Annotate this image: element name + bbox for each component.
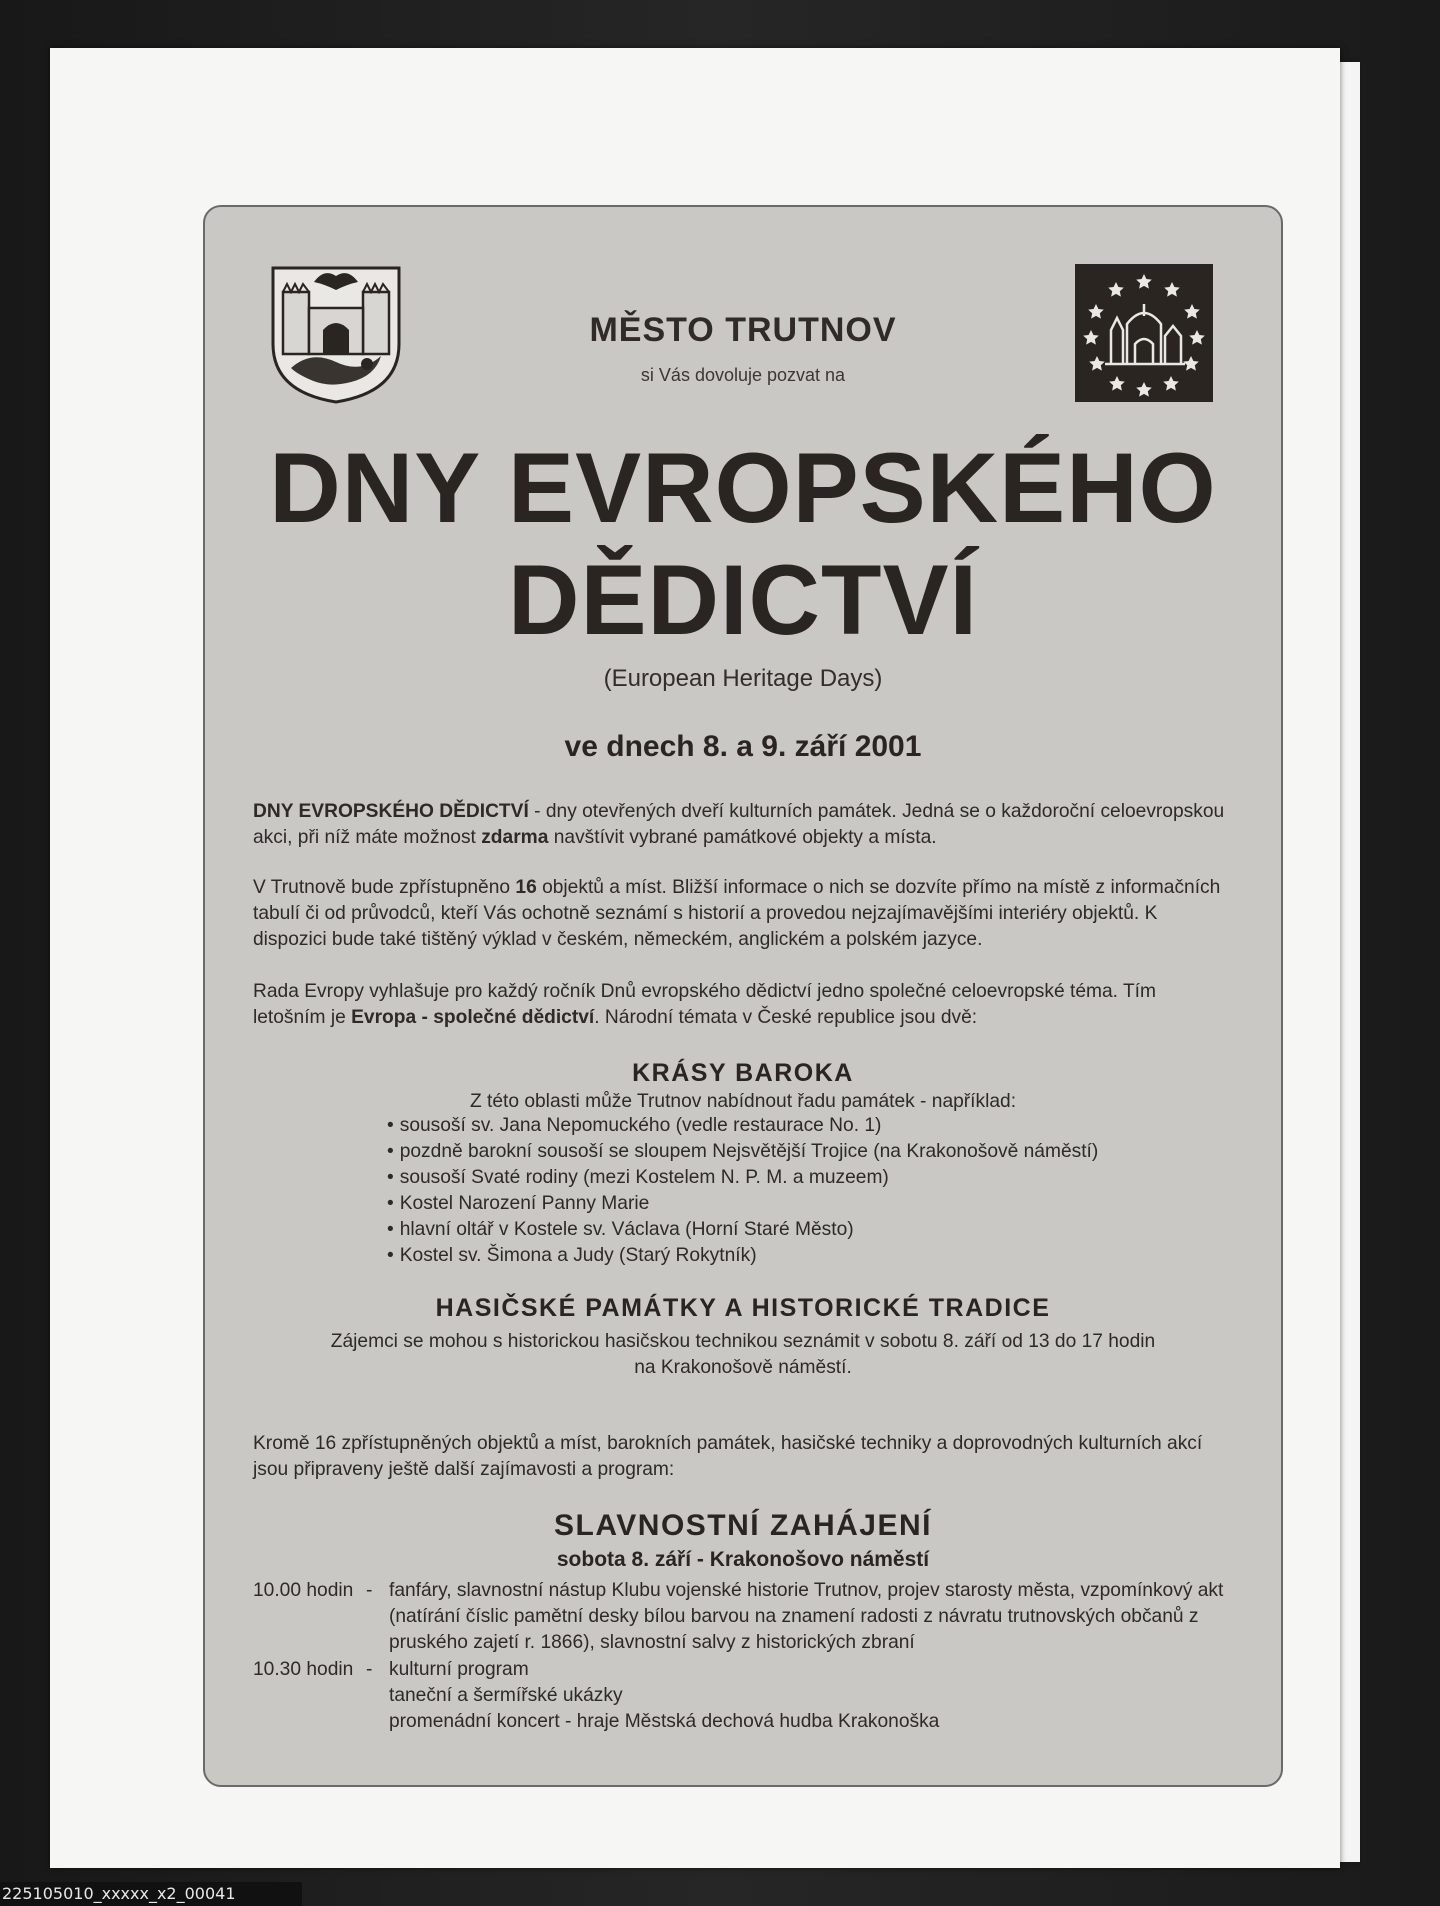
- baroque-lead: Z této oblasti může Trutnov nabídnout řadu památek - například:: [469, 1091, 1017, 1112]
- p3-text-b: . Národní témata v České republice jsou dvě:: [594, 1007, 978, 1028]
- list-item: • pozdně barokní sousoší se sloupem Nejsvětější Trojice (na Krakonošově náměstí): [387, 1139, 1098, 1165]
- p2-text-a: V Trutnově bude zpřístupněno: [253, 877, 516, 898]
- scan-caption: 225105010_xxxxx_x2_00041: [0, 1882, 302, 1906]
- page-title: [205, 432, 1281, 656]
- baroque-section-title: KRÁSY BAROKA: [632, 1059, 854, 1087]
- p2-text-b: objektů a míst. Bližší informace o nich se dozvíte přímo na místě z informačních tabulí či od průvodců, kteří Vás ochotně seznámí s historií a provedou nejzajímavějšími interiéry objektů. K dispozici bude také tištěný výklad v českém, německém, anglickém a polském jazyce.: [253, 877, 1221, 950]
- title-line-2: DĚDICTVÍ: [507, 544, 979, 655]
- paper-sheet: [50, 48, 1340, 1868]
- schedule-time: 10.30 hodin: [253, 1659, 354, 1680]
- extra-program-paragraph: Kromě 16 zpřístupněných objektů a míst, barokních památek, hasičské techniky a doprovodných kulturních akcí jsou připraveny ještě další zajímavosti a program:: [253, 1433, 1203, 1480]
- list-item: • sousoší sv. Jana Nepomuckého (vedle restaurace No. 1): [387, 1113, 1098, 1139]
- list-item: • hlavní oltář v Kostele sv. Václava (Horní Staré Město): [387, 1217, 1098, 1243]
- objects-count: 16: [515, 877, 537, 898]
- invitation-line: si Vás dovoluje pozvat na: [640, 365, 846, 385]
- intro-bold-name: DNY EVROPSKÉHO DĚDICTVÍ: [253, 801, 529, 822]
- title-line-1: DNY EVROPSKÉHO: [269, 432, 1217, 543]
- firefighters-line-1: Zájemci se mohou s historickou hasičskou technikou seznámit v sobotu 8. září od 13 do 17 hodin: [330, 1331, 1156, 1352]
- p3-text-a: Rada Evropy vyhlašuje pro každý ročník Dnů evropského dědictví jedno společné celoevropské téma. Tím letošním je: [253, 981, 1156, 1028]
- opening-subtitle: sobota 8. září - Krakonošovo náměstí: [556, 1548, 930, 1571]
- organizer-name: MĚSTO TRUTNOV: [589, 311, 897, 349]
- firefighters-section-title: HASIČSKÉ PAMÁTKY A HISTORICKÉ TRADICE: [435, 1294, 1051, 1322]
- list-item: • Kostel Narození Panny Marie: [387, 1191, 1098, 1217]
- schedule-text: promenádní koncert - hraje Městská dechová hudba Krakonoška: [389, 1711, 940, 1732]
- schedule-text: taneční a šermířské ukázky: [389, 1685, 623, 1706]
- intro-text-a: - dny otevřených dveří kulturních památek. Jedná se o každoroční celoevropskou akci, při níž máte možnost: [253, 801, 1225, 848]
- english-subtitle: (European Heritage Days): [603, 665, 883, 692]
- poster-panel: [203, 205, 1283, 1787]
- list-item: • Kostel sv. Šimona a Judy (Starý Rokytník): [387, 1243, 1098, 1269]
- schedule-dash: -: [366, 1580, 373, 1601]
- schedule-text: fanfáry, slavnostní nástup Klubu vojenské historie Trutnov, projev starosty města, vzpomínkový akt (natírání číslic pamětní desky bílou barvou na znamení radosti z návratu trutnovských občanů z pruského zajetí r. 1866), slavnostní salvy z historických zbraní: [389, 1580, 1224, 1653]
- intro-paragraph-3: [253, 979, 1233, 1031]
- firefighters-line-2: na Krakonošově náměstí.: [634, 1357, 852, 1378]
- event-dates: ve dnech 8. a 9. září 2001: [564, 730, 922, 763]
- firefighters-text: [205, 1329, 1281, 1381]
- theme-name: Evropa - společné dědictví: [351, 1007, 595, 1028]
- opening-section-title: SLAVNOSTNÍ ZAHÁJENÍ: [554, 1509, 932, 1542]
- baroque-list: [387, 1113, 1098, 1269]
- schedule-dash: -: [366, 1659, 373, 1680]
- free-label: zdarma: [481, 827, 549, 848]
- list-item: • sousoší Svaté rodiny (mezi Kostelem N. P. M. a muzeem): [387, 1165, 1098, 1191]
- intro-text-b: navštívit vybrané památkové objekty a místa.: [548, 827, 937, 848]
- schedule-time: 10.00 hodin: [253, 1580, 354, 1601]
- intro-paragraph-2: [253, 875, 1233, 953]
- intro-paragraph-1: [253, 799, 1233, 851]
- schedule-text: kulturní program: [389, 1659, 529, 1680]
